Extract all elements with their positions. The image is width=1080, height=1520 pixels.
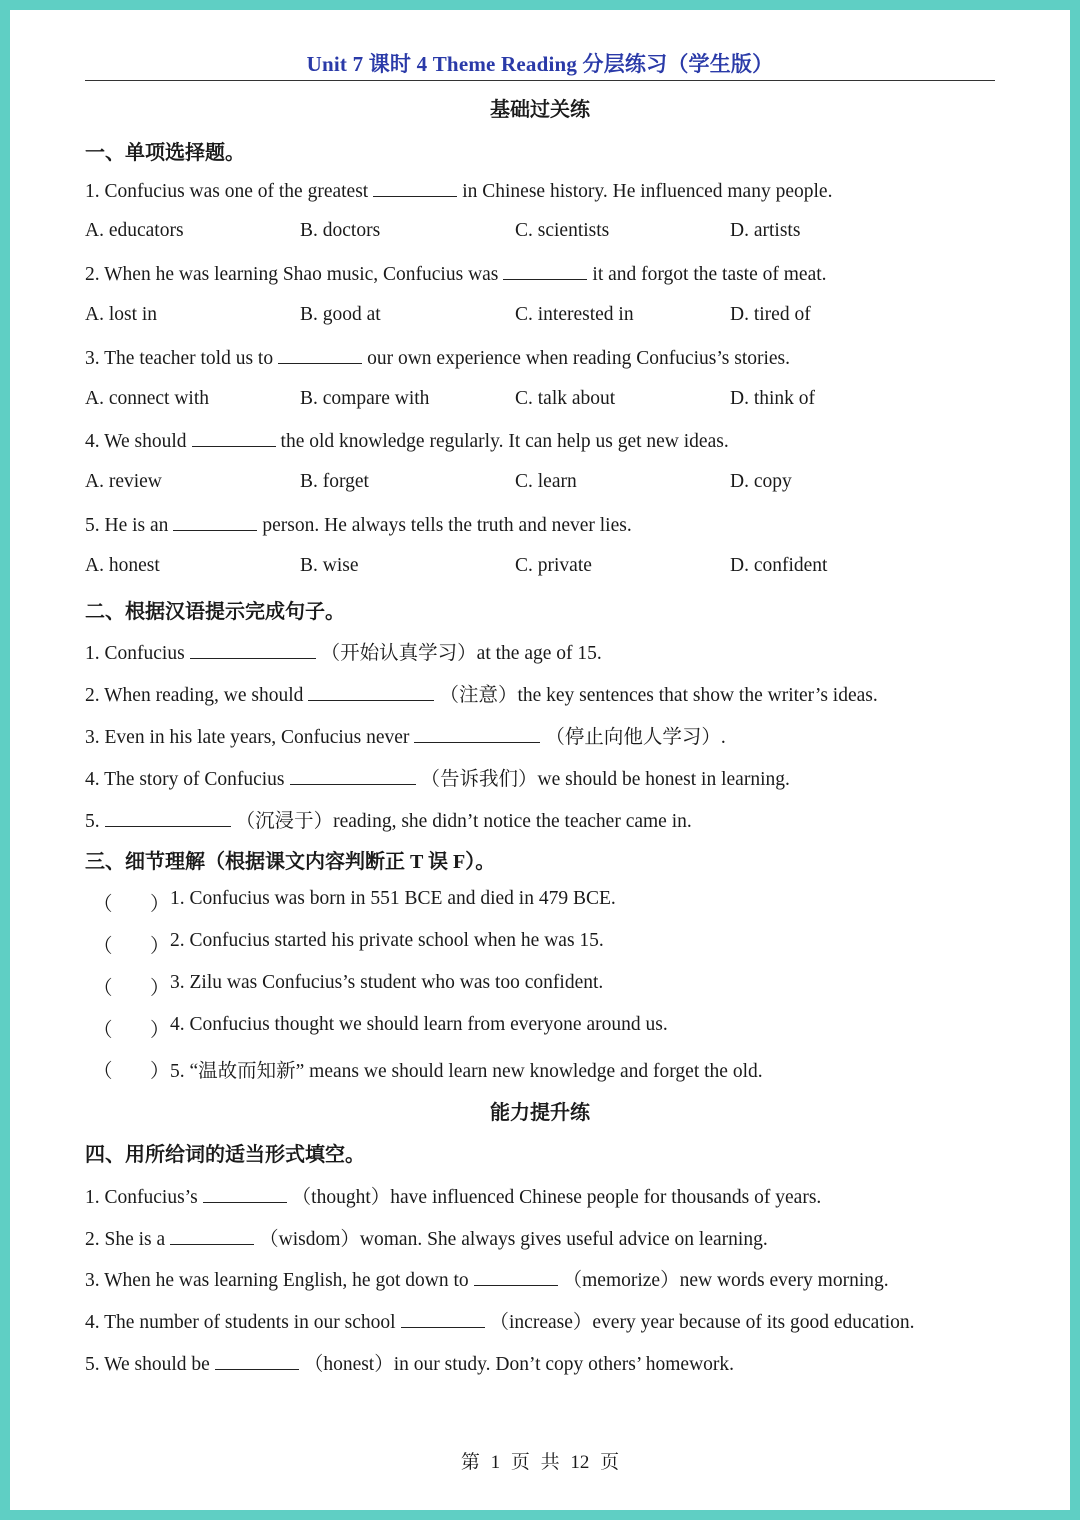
- header-divider: [85, 80, 995, 81]
- tf-paren-close: ）: [150, 978, 170, 999]
- s1-q2-option-a[interactable]: A. lost in: [85, 304, 158, 325]
- s1-q2-option-b[interactable]: B. good at: [300, 304, 381, 325]
- s1-q3-option-b[interactable]: B. compare with: [300, 388, 430, 409]
- tf-item-5: 5. “温故而知新” means we should learn new knowledge and forget the old.: [170, 1061, 763, 1082]
- page-number: 第 1 页 共 12 页: [460, 1452, 620, 1473]
- s1-q5-option-b[interactable]: B. wise: [300, 555, 359, 576]
- s1-q1-option-c[interactable]: C. scientists: [515, 220, 610, 241]
- answer-blank[interactable]: [215, 1352, 299, 1370]
- s1-q3-option-c[interactable]: C. talk about: [515, 388, 616, 409]
- s4-question-1: 1. Confucius’s （thought）have influenced Chinese people for thousands of years.: [85, 1187, 822, 1208]
- tf-paren-open: （: [93, 978, 113, 999]
- section4-title: 四、用所给词的适当形式填空。: [85, 1144, 365, 1166]
- answer-blank[interactable]: [170, 1227, 254, 1245]
- tf-paren-close: ）: [150, 1061, 170, 1082]
- s4-question-4: 4. The number of students in our school （increase）every year because of its good education.: [85, 1312, 915, 1333]
- answer-blank[interactable]: [203, 1185, 287, 1203]
- part-basic-title: 基础过关练: [490, 99, 590, 121]
- answer-blank[interactable]: [105, 809, 231, 827]
- tf-paren-close: ）: [150, 1020, 170, 1041]
- worksheet-page: [10, 10, 1070, 1510]
- s2-question-1: 1. Confucius （开始认真学习）at the age of 15.: [85, 643, 602, 664]
- tf-item-3: 3. Zilu was Confucius’s student who was too confident.: [170, 972, 604, 993]
- s4-question-3: 3. When he was learning English, he got down to （memorize）new words every morning.: [85, 1270, 889, 1291]
- tf-item-1: 1. Confucius was born in 551 BCE and died in 479 BCE.: [170, 888, 616, 909]
- tf-paren-close: ）: [150, 936, 170, 957]
- s1-q1-option-b[interactable]: B. doctors: [300, 220, 381, 241]
- s4-question-2: 2. She is a （wisdom）woman. She always gives useful advice on learning.: [85, 1229, 768, 1250]
- answer-blank[interactable]: [414, 725, 540, 743]
- page-title: Unit 7 课时 4 Theme Reading 分层练习（学生版）: [306, 52, 774, 76]
- s4-question-5: 5. We should be （honest）in our study. Don’t copy others’ homework.: [85, 1354, 735, 1375]
- answer-blank[interactable]: [401, 1310, 485, 1328]
- answer-blank[interactable]: [190, 641, 316, 659]
- s1-question-3: 3. The teacher told us to our own experience when reading Confucius’s stories.: [85, 348, 791, 369]
- s1-question-1: 1. Confucius was one of the greatest in Chinese history. He influenced many people.: [85, 181, 833, 202]
- s1-question-2: 2. When he was learning Shao music, Confucius was it and forgot the taste of meat.: [85, 264, 827, 285]
- s1-q3-option-d[interactable]: D. think of: [730, 388, 816, 409]
- s1-q4-option-d[interactable]: D. copy: [730, 471, 792, 492]
- tf-paren-close: ）: [150, 894, 170, 915]
- tf-item-4: 4. Confucius thought we should learn from everyone around us.: [170, 1014, 668, 1035]
- s1-question-5: 5. He is an person. He always tells the truth and never lies.: [85, 515, 632, 536]
- s1-q1-option-a[interactable]: A. educators: [85, 220, 184, 241]
- s1-q2-option-c[interactable]: C. interested in: [515, 304, 634, 325]
- tf-item-2: 2. Confucius started his private school when he was 15.: [170, 930, 604, 951]
- s2-question-4: 4. The story of Confucius （告诉我们）we should be honest in learning.: [85, 769, 790, 790]
- s2-question-2: 2. When reading, we should （注意）the key sentences that show the writer’s ideas.: [85, 685, 878, 706]
- s2-question-5: 5. （沉浸于）reading, she didn’t notice the teacher came in.: [85, 811, 692, 832]
- s1-q3-option-a[interactable]: A. connect with: [85, 388, 210, 409]
- part-advanced-title: 能力提升练: [490, 1102, 590, 1124]
- s1-q5-option-a[interactable]: A. honest: [85, 555, 160, 576]
- answer-blank[interactable]: [373, 179, 457, 197]
- s1-q1-option-d[interactable]: D. artists: [730, 220, 801, 241]
- section3-title: 三、细节理解（根据课文内容判断正 T 误 F）。: [85, 851, 496, 873]
- s1-q4-option-a[interactable]: A. review: [85, 471, 162, 492]
- section1-title: 一、单项选择题。: [85, 142, 245, 164]
- answer-blank[interactable]: [503, 262, 587, 280]
- s1-q2-option-d[interactable]: D. tired of: [730, 304, 811, 325]
- s1-q4-option-b[interactable]: B. forget: [300, 471, 369, 492]
- tf-paren-open: （: [93, 1061, 113, 1082]
- answer-blank[interactable]: [474, 1268, 558, 1286]
- answer-blank[interactable]: [290, 767, 416, 785]
- s1-q5-option-d[interactable]: D. confident: [730, 555, 828, 576]
- tf-paren-open: （: [93, 1020, 113, 1041]
- answer-blank[interactable]: [192, 429, 276, 447]
- tf-paren-open: （: [93, 936, 113, 957]
- answer-blank[interactable]: [308, 683, 434, 701]
- s1-question-4: 4. We should the old knowledge regularly. It can help us get new ideas.: [85, 431, 729, 452]
- section2-title: 二、根据汉语提示完成句子。: [85, 601, 345, 623]
- tf-paren-open: （: [93, 894, 113, 915]
- s2-question-3: 3. Even in his late years, Confucius never （停止向他人学习）.: [85, 727, 726, 748]
- s1-q4-option-c[interactable]: C. learn: [515, 471, 577, 492]
- answer-blank[interactable]: [278, 346, 362, 364]
- s1-q5-option-c[interactable]: C. private: [515, 555, 592, 576]
- answer-blank[interactable]: [173, 513, 257, 531]
